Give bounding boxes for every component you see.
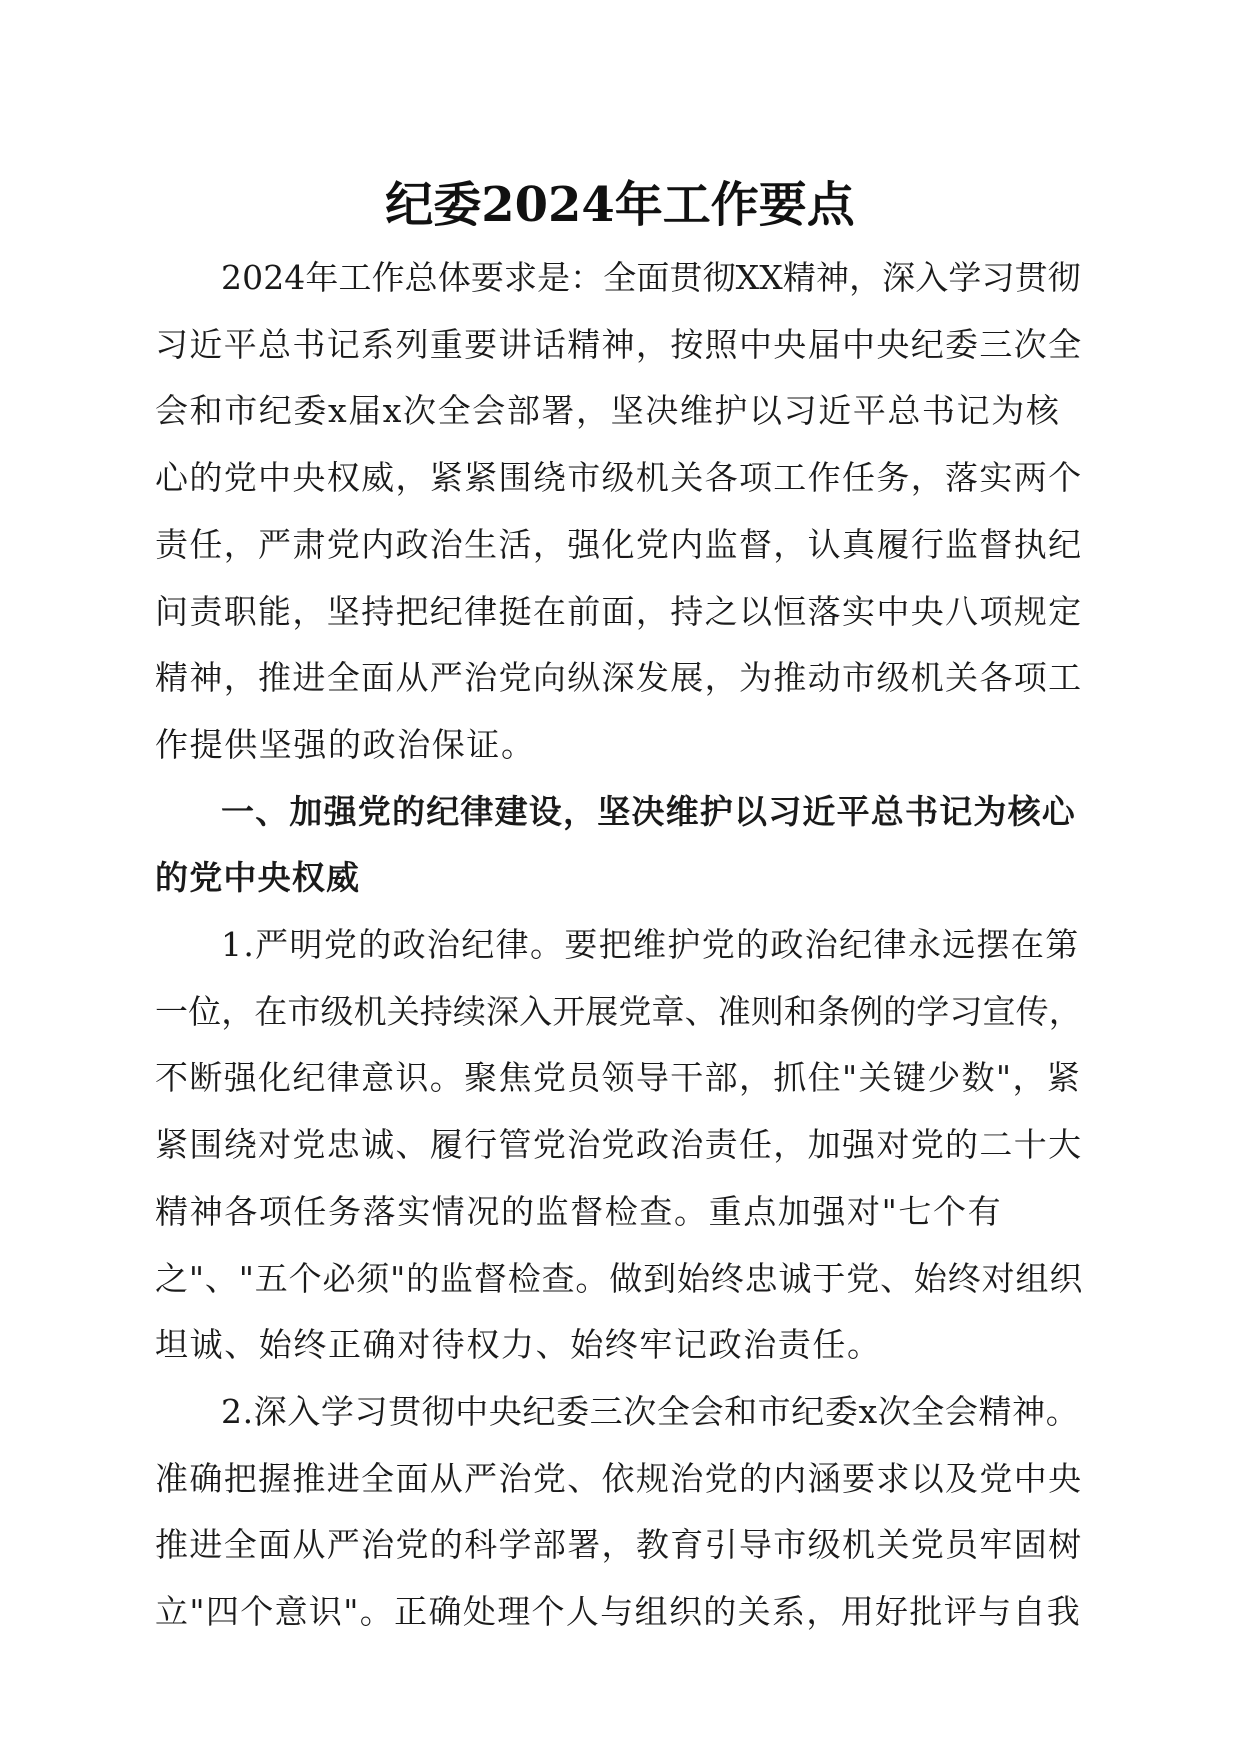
text-line: 之"、"五个必须"的监督检查。做到始终忠诚于党、始终对组织 [155,1258,1084,1298]
text-line: 责任，严肃党内政治生活，强化党内监督，认真履行监督执纪 [155,524,1083,564]
text-line: 不断强化纪律意识。聚焦党员领导干部，抓住"关键少数"，紧 [155,1058,1082,1098]
text-line: 2024年工作总体要求是：全面贯彻XX精神，深入学习贯彻 [221,258,1081,297]
text-line: 习近平总书记系列重要讲话精神，按照中央届中央纪委三次全 [155,324,1083,364]
text-line: 准确把握推进全面从严治党、依规治党的内涵要求以及党中央 [155,1458,1083,1498]
document-body [155,245,1085,1646]
text-line: 立"四个意识"。正确处理个人与组织的关系，用好批评与自我 [155,1592,1082,1632]
text-line: 精神，推进全面从严治党向纵深发展，为推动市级机关各项工 [155,658,1083,698]
text-line: 会和市纪委x届x次全会部署，坚决维护以习近平总书记为核 [155,391,1061,431]
item-1-paragraph [155,912,1085,1379]
text-line: 一位，在市级机关持续深入开展党章、准则和条例的学习宣传， [155,991,1082,1031]
heading-line: 一、加强党的纪律建设，坚决维护以习近平总书记为核心 [221,791,1076,831]
heading-line: 的党中央权威 [155,858,361,898]
text-line: 精神各项任务落实情况的监督检查。重点加强对"七个有 [155,1191,1003,1231]
document-title: 纪委2024年工作要点 [385,177,855,233]
text-line: 1.严明党的政治纪律。要把维护党的政治纪律永远摆在第 [221,925,1080,965]
intro-paragraph [155,245,1085,779]
text-line: 推进全面从严治党的科学部署，教育引导市级机关党员牢固树 [155,1525,1083,1565]
text-line: 紧围绕对党忠诚、履行管党治党政治责任，加强对党的二十大 [155,1125,1083,1165]
text-line: 2.深入学习贯彻中央纪委三次全会和市纪委x次全会精神。 [221,1391,1080,1431]
text-line: 坦诚、始终正确对待权力、始终牢记政治责任。 [155,1325,882,1365]
text-line: 心的党中央权威，紧紧围绕市级机关各项工作任务，落实两个 [155,458,1083,498]
item-2-paragraph [155,1379,1085,1646]
section-heading [155,779,1085,912]
text-line: 问责职能，坚持把纪律挺在前面，持之以恒落实中央八项规定 [155,591,1083,631]
text-line: 作提供坚强的政治保证。 [155,724,536,764]
